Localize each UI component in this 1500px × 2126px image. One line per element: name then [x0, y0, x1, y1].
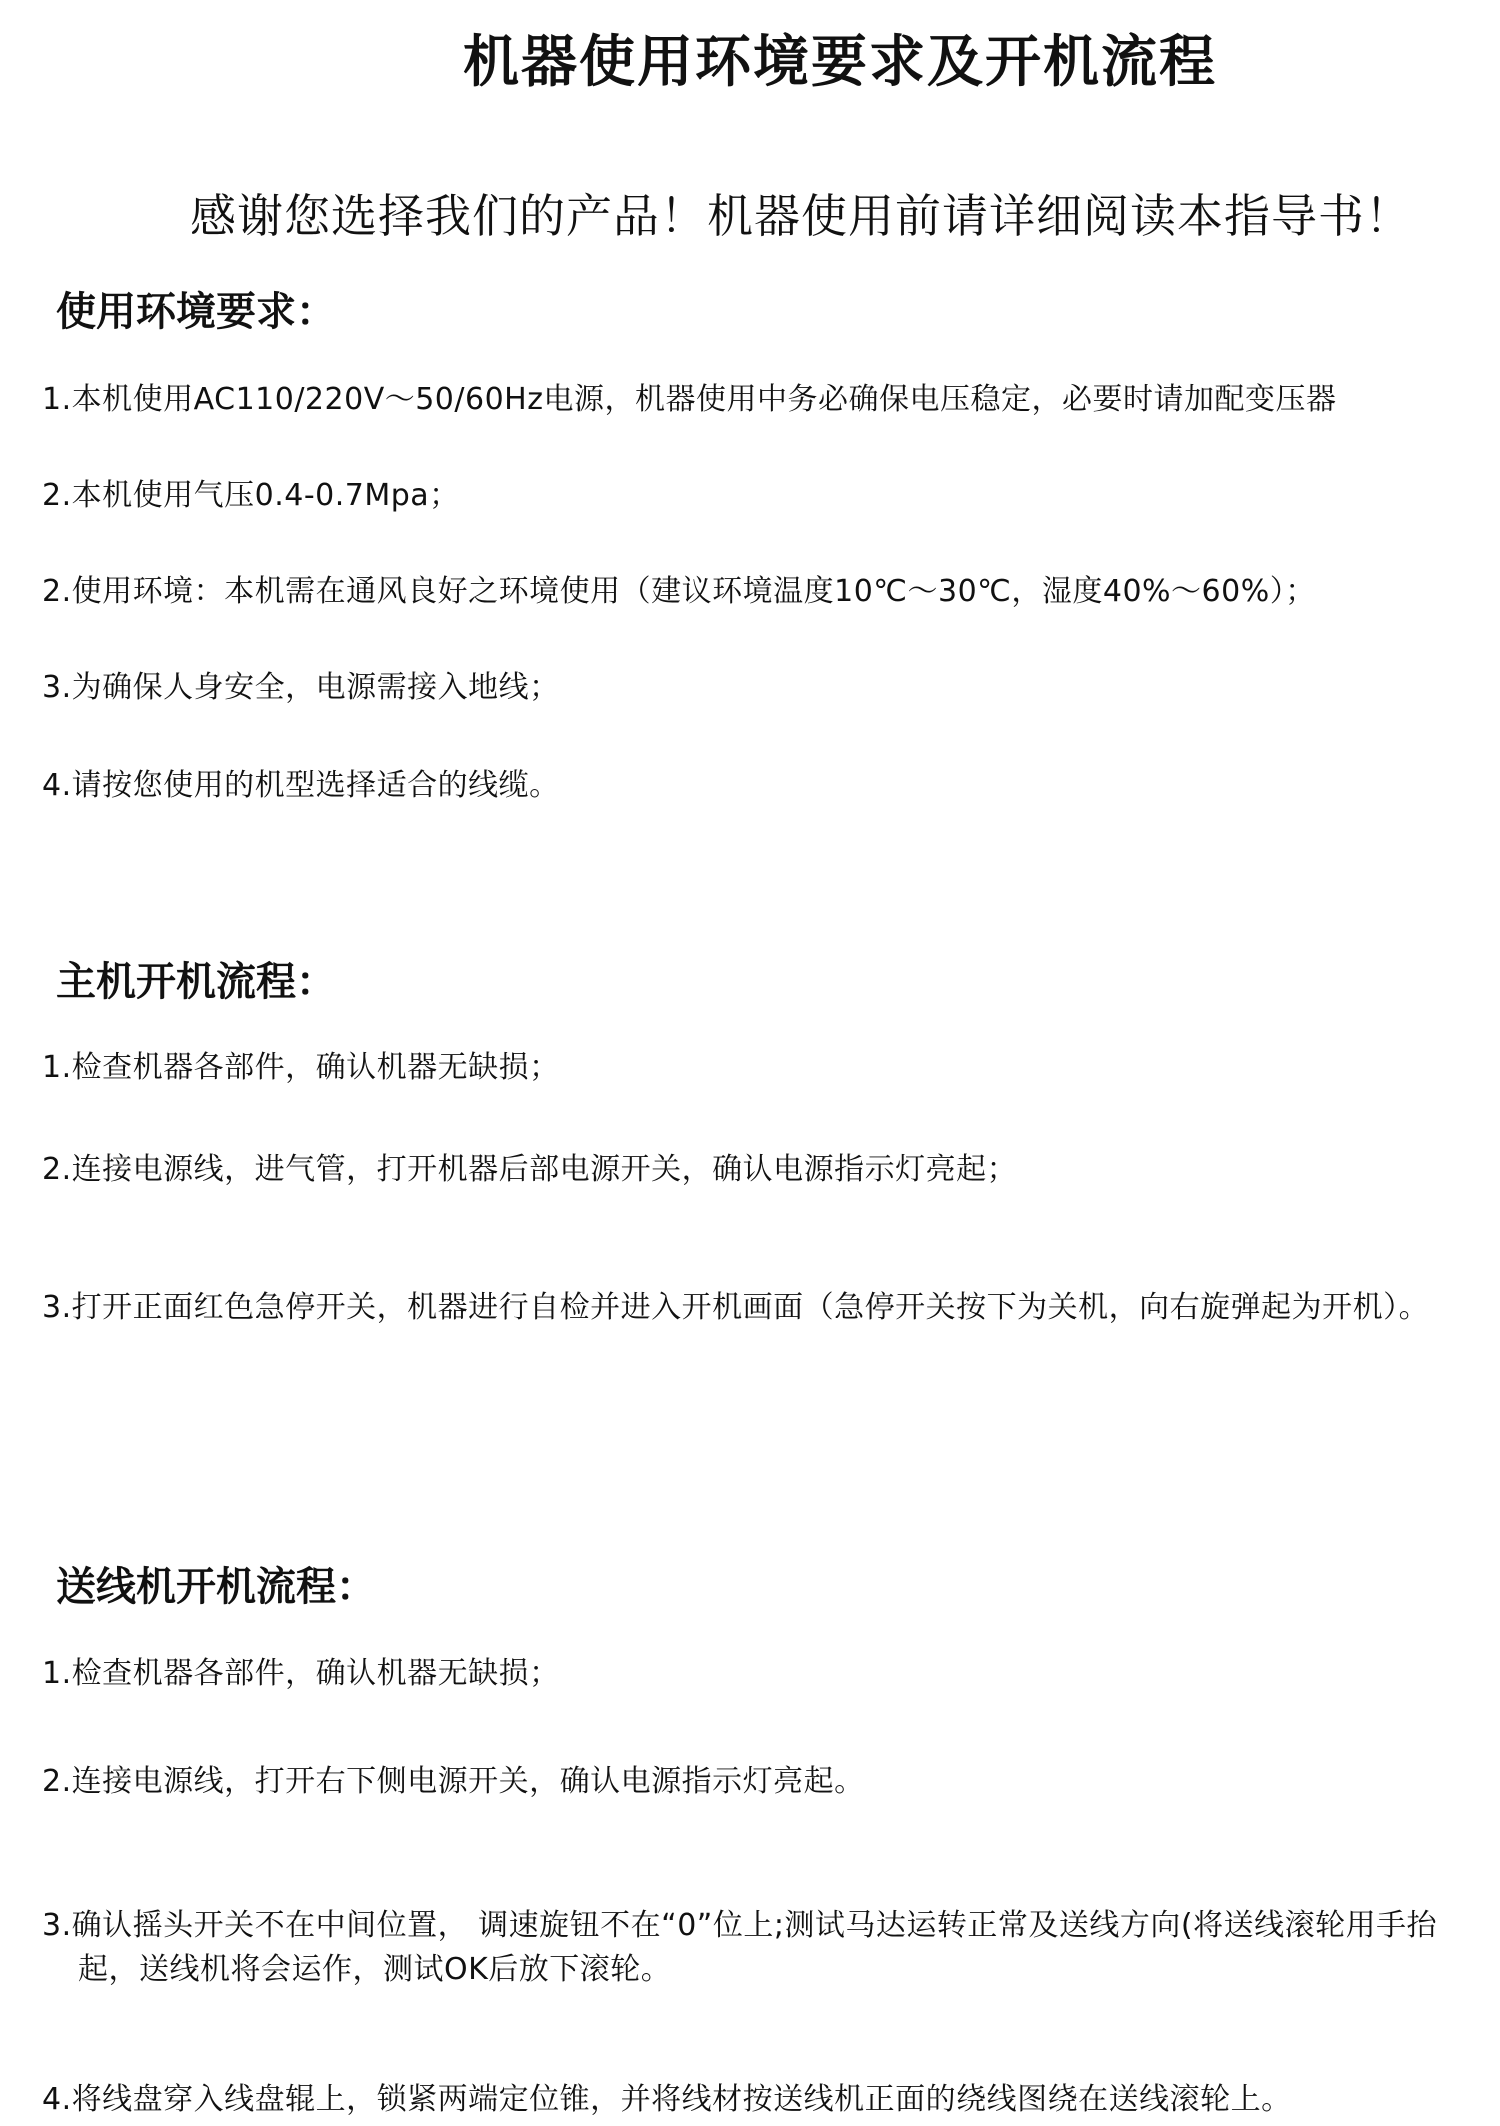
page-subtitle: 感谢您选择我们的产品！机器使用前请详细阅读本指导书！: [190, 189, 1412, 243]
page-title: 机器使用环境要求及开机流程: [463, 30, 1217, 95]
list-item: 2.本机使用气压0.4-0.7Mpa；: [42, 478, 460, 513]
list-item: 1.本机使用AC110/220V～50/60Hz电源，机器使用中务必确保电压稳定，必要时请加配变压器: [42, 382, 1337, 417]
list-item: 3.打开正面红色急停开关，机器进行自检并进入开机画面（急停开关按下为关机，向右旋弹起为开机）。: [42, 1290, 1430, 1325]
section-host-startup-heading: 主机开机流程：: [56, 959, 336, 1005]
list-item: 3.为确保人身安全，电源需接入地线；: [42, 670, 560, 705]
section-environment-heading: 使用环境要求：: [56, 289, 336, 335]
list-item: 3.确认摇头开关不在中间位置， 调速旋钮不在“0”位上;测试马达运转正常及送线方向(将送线滚轮用手抬起，送线机将会运作，测试OK后放下滚轮。: [42, 1908, 1438, 1987]
section-feeder-startup-heading: 送线机开机流程：: [56, 1564, 376, 1610]
list-item: 2.使用环境：本机需在通风良好之环境使用（建议环境温度10℃～30℃，湿度40%～60%）；: [42, 574, 1316, 609]
list-item: 4.将线盘穿入线盘辊上，锁紧两端定位锥，并将线材按送线机正面的绕线图绕在送线滚轮上。: [42, 2082, 1292, 2117]
list-item: 1.检查机器各部件，确认机器无缺损；: [42, 1050, 560, 1085]
list-item: 1.检查机器各部件，确认机器无缺损；: [42, 1656, 560, 1691]
list-item: 2.连接电源线，打开右下侧电源开关，确认电源指示灯亮起。: [42, 1764, 865, 1799]
list-item: 4.请按您使用的机型选择适合的线缆。: [42, 768, 560, 803]
list-item: 2.连接电源线，进气管，打开机器后部电源开关，确认电源指示灯亮起；: [42, 1152, 1018, 1187]
